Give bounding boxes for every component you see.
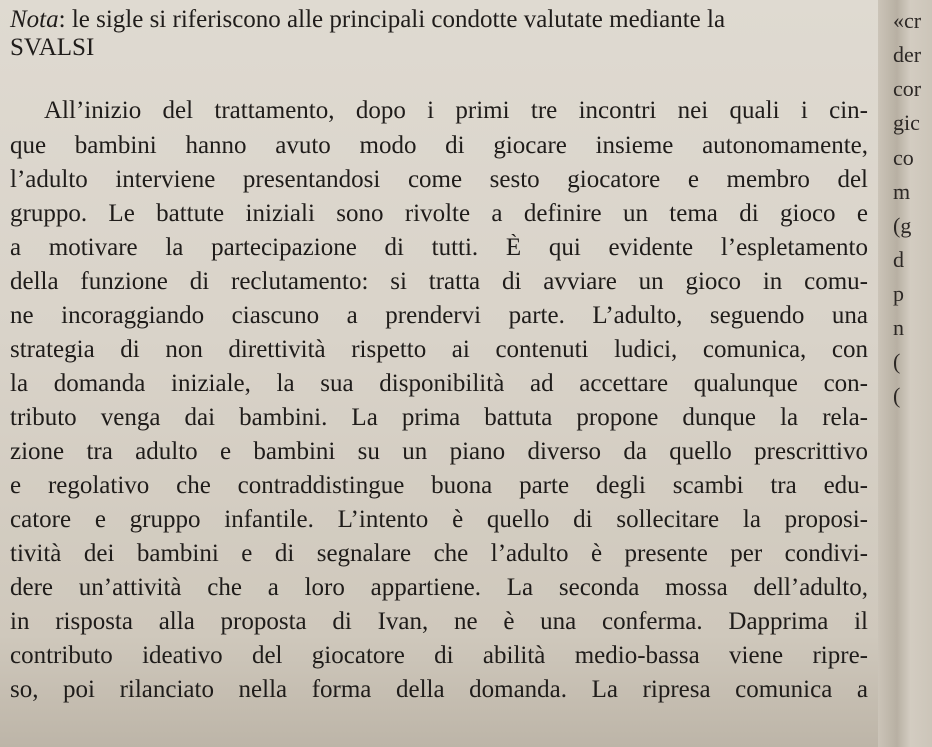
right-page-fragment: der: [893, 42, 922, 67]
paragraph-line: in risposta alla proposta di Ivan, ne è una conferma. Dapprima il: [10, 608, 868, 635]
right-page-fragment: (: [893, 349, 901, 374]
right-page-fragment: (: [893, 383, 901, 408]
table-note: [10, 6, 855, 62]
right-page-fragment: (g: [893, 213, 912, 238]
paragraph-line: tività dei bambini e di segnalare che l’adulto è presente per condivi-: [10, 540, 868, 567]
right-page-fragment: d: [893, 247, 904, 272]
paragraph-line: ne incoraggiando ciascuno a prendervi parte. L’adulto, seguendo una: [10, 302, 868, 329]
note-label: Nota: [10, 6, 59, 33]
paragraph-line: e regolativo che contraddistingue buona parte degli scambi tra edu-: [10, 472, 868, 499]
right-page-fragment: p: [893, 281, 904, 306]
paragraph-line: l’adulto interviene presentandosi come sesto giocatore e membro del: [10, 166, 868, 193]
paragraph-line: tributo venga dai bambini. La prima battuta propone dunque la rela-: [10, 404, 868, 431]
paragraph-line: All’inizio del trattamento, dopo i primi tre incontri nei quali i cin-: [44, 97, 868, 124]
paragraph-line: so, poi rilanciato nella forma della domanda. La ripresa comunica a: [10, 676, 868, 703]
right-page-fragment: cor: [893, 76, 922, 101]
right-page-fragment: m: [893, 179, 911, 204]
right-page-fragment: «cr: [893, 8, 922, 33]
paragraph-line: la domanda iniziale, la sua disponibilità ad accettare qualunque con-: [10, 370, 868, 397]
paragraph-line: zione tra adulto e bambini su un piano diverso da quello prescrittivo: [10, 438, 868, 465]
paragraph-line: gruppo. Le battute iniziali sono rivolte a definire un tema di gioco e: [10, 200, 868, 227]
note-line-1: [10, 6, 855, 34]
text-column: [10, 0, 882, 747]
right-page-fragment: n: [893, 315, 904, 340]
right-page-fragment: gic: [893, 110, 920, 135]
paragraph-line: que bambini hanno avuto modo di giocare insieme autonomamente,: [10, 132, 868, 159]
paragraph-line: contributo ideativo del giocatore di abilità medio-bassa viene ripre-: [10, 642, 868, 669]
note-line-2: SVALSI: [10, 34, 95, 61]
paragraph-line: strategia di non direttività rispetto ai contenuti ludici, comunica, con: [10, 336, 868, 363]
paragraph-line: della funzione di reclutamento: si tratta di avviare un gioco in comu-: [10, 268, 868, 295]
paragraph-line: a motivare la partecipazione di tutti. È qui evidente l’espletamento: [10, 234, 868, 261]
paragraph-line: catore e gruppo infantile. L’intento è quello di sollecitare la proposi-: [10, 506, 868, 533]
right-page-fragment: co: [893, 145, 914, 170]
paragraph-line: dere un’attività che a loro appartiene. La seconda mossa dell’adulto,: [10, 574, 868, 601]
note-text: : le sigle si riferiscono alle principali condotte valutate mediante la: [58, 6, 726, 33]
